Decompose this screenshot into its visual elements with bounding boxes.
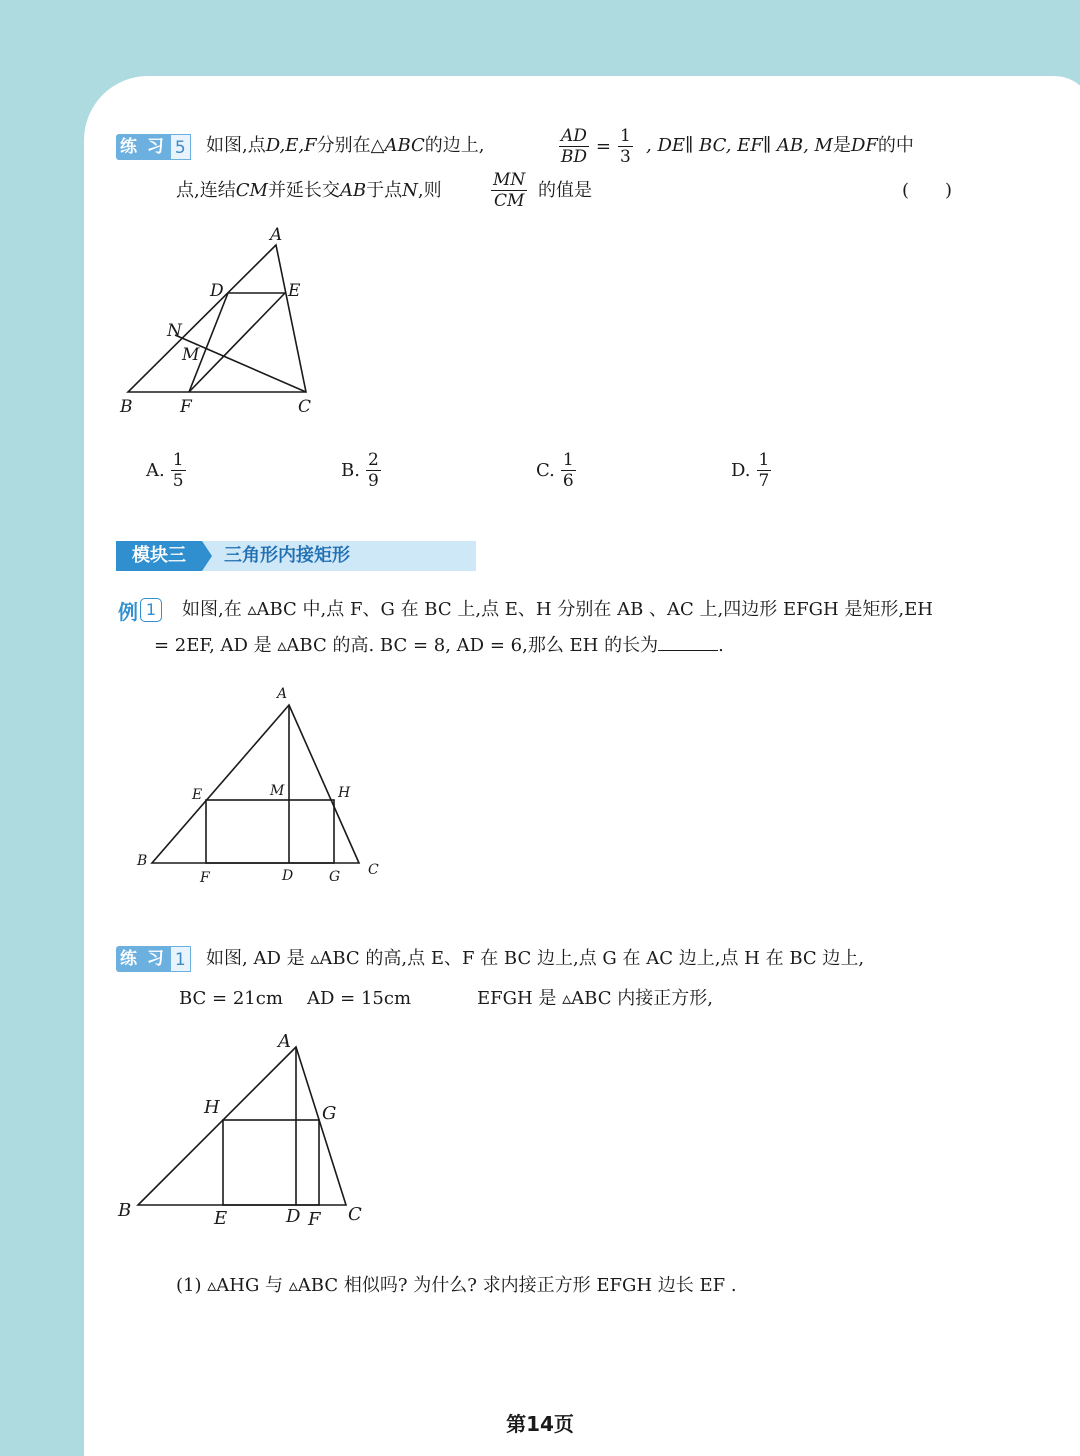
practice5-line1-cont: , DE∥ BC, EF∥ AB, M是DF的中 [646,135,914,156]
practice5-line1: 如图,点D,E,F分别在△ABC的边上, [206,135,485,156]
figure-example1 [130,680,390,890]
label-M: M [182,345,200,365]
label-G: G [322,1103,337,1124]
practice5-line2: 点,连结CM并延长交AB于点N,则 [176,180,442,201]
label-A: A [277,686,288,702]
example-tag-label: 例 [118,599,138,624]
practice-tag [116,946,191,972]
example-tag [118,597,162,623]
option-b[interactable]: B. $\frac{2}{9}$ [341,450,379,491]
label-G: G [329,869,341,885]
label-H: H [204,1097,220,1118]
module-header [116,541,476,571]
label-D: D [286,1206,301,1227]
label-E: E [288,281,301,301]
label-C: C [298,397,312,417]
practice1-bc: BC = 21cm [179,988,283,1009]
option-a[interactable]: A. $\frac{1}{5}$ [146,450,184,491]
label-F: F [180,397,192,417]
module-name: 模块三 [116,541,202,571]
label-C: C [348,1204,362,1225]
label-D: D [210,281,224,301]
example1-line2: = 2EF, AD 是 ▵ABC 的高. BC = 8, AD = 6,那么 EH 的长为 . [154,632,724,658]
label-B: B [120,397,133,417]
practice5-ratio: $\frac{AD}{BD}$ = $\frac{1}{3}$ [560,126,631,167]
practice5-frac-mn-cm: $\frac{MN}{CM}$ [493,170,526,211]
example-tag-number: 1 [140,598,162,622]
label-F: F [308,1209,321,1230]
label-A: A [278,1031,291,1052]
label-C: C [368,862,379,878]
label-E: E [214,1208,228,1229]
figure-practice1 [110,1025,380,1235]
practice1-line1: 如图, AD 是 ▵ABC 的高,点 E、F 在 BC 边上,点 G 在 AC 边上,点 H 在 BC 边上, [206,948,865,969]
label-A: A [270,225,283,245]
page-number: 第14页 [506,1412,574,1436]
practice-tag [116,134,191,160]
label-H: H [338,785,351,801]
example1-line1: 如图,在 ▵ABC 中,点 F、G 在 BC 上,点 E、H 分别在 AB 、AC 上,四边形 EFGH 是矩形,EH [182,599,933,620]
option-d[interactable]: D. $\frac{1}{7}$ [731,450,770,491]
practice1-question1: (1) ▵AHG 与 ▵ABC 相似吗? 为什么? 求内接正方形 EFGH 边长 EF . [176,1275,737,1296]
practice-tag-number: 1 [170,946,191,972]
practice-tag-label: 练 习 [116,134,170,160]
practice1-ad: AD = 15cm [307,988,412,1009]
label-F: F [200,870,210,886]
answer-parentheses: ( ) [902,180,953,201]
practice-tag-number: 5 [170,134,191,160]
practice1-efgh: EFGH 是 ▵ABC 内接正方形, [477,988,713,1009]
practice-tag-label: 练 习 [116,946,170,972]
label-B: B [118,1200,132,1221]
module-title: 三角形内接矩形 [202,541,476,571]
answer-blank[interactable] [658,632,718,651]
label-N: N [167,321,182,341]
label-D: D [282,868,294,884]
practice5-line2-end: 的值是 [538,180,592,201]
figure-practice5 [110,220,340,420]
option-c[interactable]: C. $\frac{1}{6}$ [536,450,574,491]
label-B: B [137,853,148,869]
label-E: E [192,787,203,803]
label-M: M [270,783,285,799]
